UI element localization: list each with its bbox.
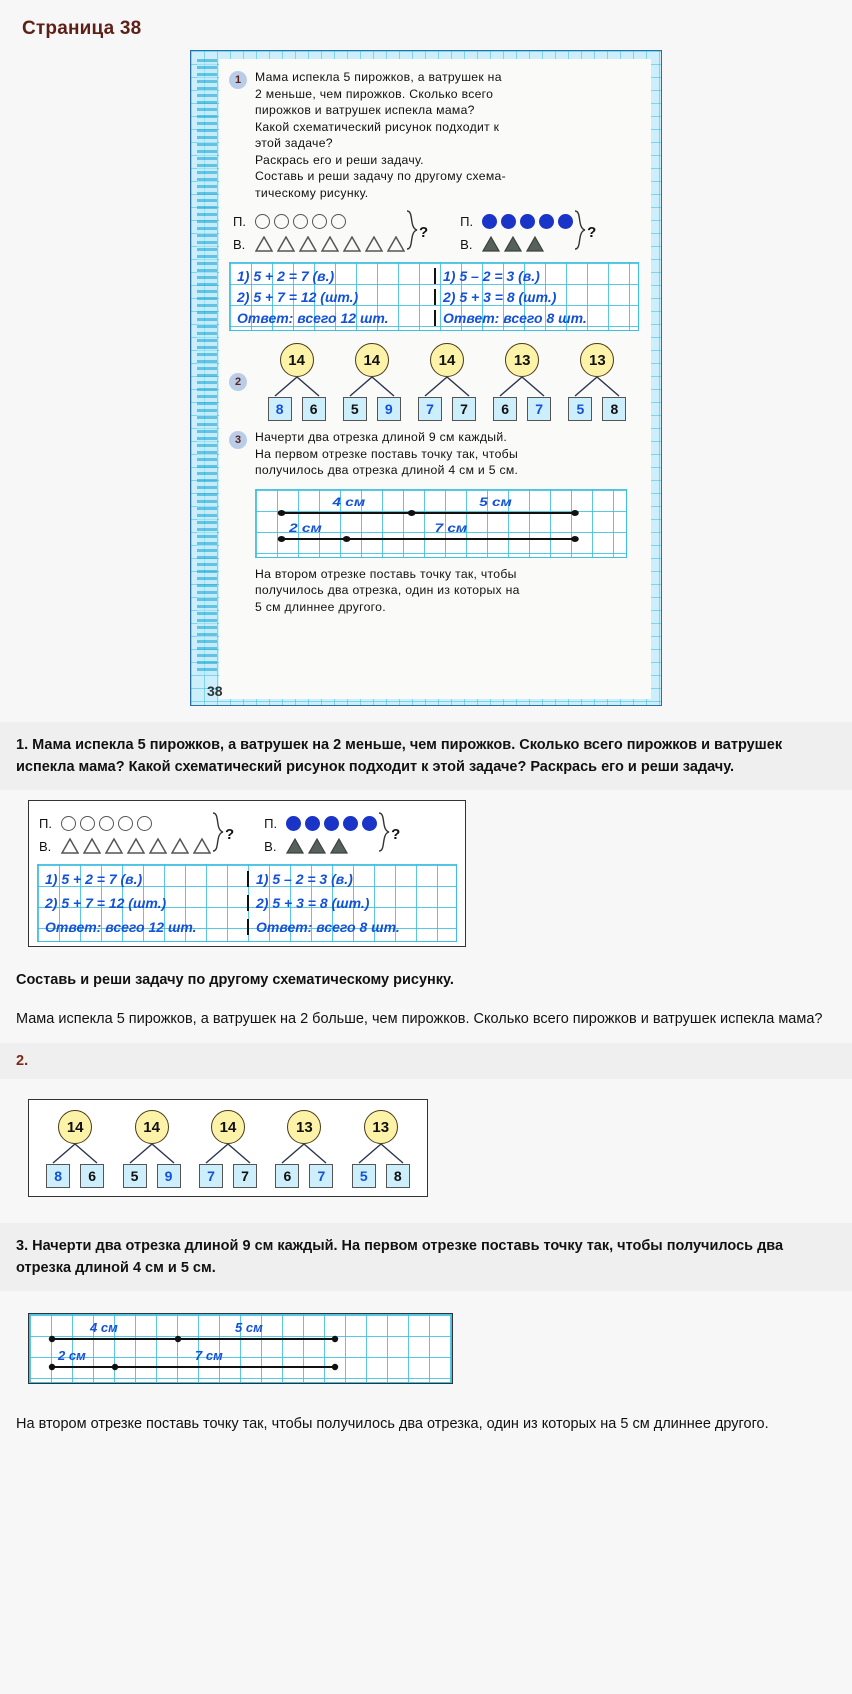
circle-filled-icon [305, 816, 320, 831]
solution-right-step-2: 2) 5 + 3 = 8 (шт.) [434, 289, 638, 305]
page-spine-texture [197, 59, 217, 675]
circle-filled-icon [324, 816, 339, 831]
tree-branch-lines [490, 377, 554, 397]
tree-branch-lines [415, 377, 479, 397]
solution-right-answer-web: Ответ: всего 8 шт. [247, 919, 456, 935]
triangle-outline-icon [299, 236, 317, 252]
solution-card-wrap [0, 790, 852, 957]
scheme-left-row-vatrushki [233, 234, 405, 254]
scheme-right-question: ? [587, 224, 597, 241]
scan-page-number: 38 [207, 683, 223, 699]
question-3-band: 3. Начерти два отрезка длиной 9 см каждый. На первом отрезке поставь точку так, чтобы получилось два отрезка длиной 4 см и 5 см. [0, 1223, 852, 1291]
circle-outline-icon [137, 816, 152, 831]
scheme-right-triangles [482, 236, 544, 252]
segments-card-wrap [0, 1291, 852, 1394]
scheme-left-circles [255, 214, 346, 229]
scheme-right-row-vatrushki-web [264, 836, 377, 856]
tree-branch-lines [196, 1144, 260, 1164]
scheme-right-row-vatrushki [460, 234, 573, 254]
solution-grid-web [37, 864, 457, 942]
exercise-3-text [255, 429, 639, 479]
triangle-outline-icon [365, 236, 383, 252]
scheme-right-question-web: ? [391, 826, 401, 843]
scheme-right-label-v-web: В. [264, 838, 277, 854]
exercise-3-tail [229, 566, 639, 616]
tree-part-left: 6 [275, 1164, 299, 1188]
tree-part-left: 8 [268, 397, 292, 421]
circle-outline-icon [312, 214, 327, 229]
solution-left-answer: Ответ: всего 12 шт. [237, 309, 389, 326]
circle-filled-icon [539, 214, 554, 229]
solution-right-answer: Ответ: всего 8 шт. [434, 310, 638, 326]
scheme-left-row-pirozhki [233, 211, 405, 231]
segments-svg-web [30, 1315, 453, 1377]
circle-outline-icon [293, 214, 308, 229]
tree-parts [352, 1164, 410, 1188]
ex3-tail-1: получилось два отрезка, один из которых на [255, 583, 520, 597]
svg-text:7 см: 7 см [195, 1348, 223, 1363]
triangle-outline-icon [149, 838, 167, 854]
solution-right-step-1-web: 1) 5 – 2 = 3 (в.) [247, 871, 456, 887]
tree-total-bubble: 13 [287, 1110, 321, 1144]
solution-left-step-1-web: 1) 5 + 2 = 7 (в.) [45, 871, 143, 887]
ex3-tail-0: На втором отрезке поставь точку так, чтобы [255, 566, 517, 581]
circle-filled-icon [343, 816, 358, 831]
scheme-left-triangles-web [61, 838, 211, 854]
brace-left-icon [211, 811, 225, 858]
solution-left-answer-web: Ответ: всего 12 шт. [45, 919, 197, 935]
triangle-outline-icon [105, 838, 123, 854]
exercise-2-trees-scan [255, 339, 639, 423]
svg-text:4 см: 4 см [332, 495, 366, 509]
number-tree [38, 1110, 112, 1188]
ex1-line-0: Мама испекла 5 пирожков, а ватрушек на [255, 70, 502, 84]
subtask-1-prompt: Составь и реши задачу по другому схематическому рисунку. [0, 957, 852, 995]
triangle-filled-icon [330, 838, 348, 854]
number-tree [115, 1110, 189, 1188]
ex1-line-7: тическому рисунку. [255, 185, 369, 200]
triangle-filled-icon [504, 236, 522, 252]
schematic-drawings-web [39, 811, 457, 858]
tree-part-right: 6 [302, 397, 326, 421]
ex3-line-0: Начерти два отрезка длиной 9 см каждый. [255, 430, 508, 444]
solution-right-step-2-web: 2) 5 + 3 = 8 (шт.) [247, 895, 456, 911]
triangle-filled-icon [286, 838, 304, 854]
circle-filled-icon [362, 816, 377, 831]
circle-outline-icon [255, 214, 270, 229]
triangle-filled-icon [482, 236, 500, 252]
tree-total-bubble: 14 [58, 1110, 92, 1144]
circle-filled-icon [558, 214, 573, 229]
number-tree [485, 343, 559, 421]
tree-total-bubble: 13 [364, 1110, 398, 1144]
tree-part-left: 7 [199, 1164, 223, 1188]
exercise-number-badge-2: 2 [229, 373, 247, 391]
tree-branch-lines [120, 1144, 184, 1164]
ex1-line-5: Раскрась его и реши задачу. [255, 152, 424, 167]
circle-outline-icon [331, 214, 346, 229]
svg-text:5 см: 5 см [235, 1320, 263, 1335]
tree-total-bubble: 14 [430, 343, 464, 377]
brace-right-icon [377, 811, 391, 858]
tree-total-bubble: 13 [505, 343, 539, 377]
exercise-number-badge-1: 1 [229, 71, 247, 89]
tree-parts [199, 1164, 257, 1188]
svg-text:4 см: 4 см [90, 1320, 118, 1335]
tree-part-right: 7 [527, 397, 551, 421]
tree-part-left: 5 [352, 1164, 376, 1188]
solution-left-step-2: 2) 5 + 7 = 12 (шт.) [237, 288, 359, 305]
circle-outline-icon [118, 816, 133, 831]
tree-part-left: 5 [123, 1164, 147, 1188]
tree-total-bubble: 13 [580, 343, 614, 377]
exercise-1 [229, 69, 639, 201]
trees-card [28, 1099, 428, 1197]
triangle-outline-icon [127, 838, 145, 854]
triangle-outline-icon [83, 838, 101, 854]
tree-parts [268, 397, 326, 421]
scheme-left-row-pirozhki-web [39, 813, 211, 833]
solution-left-step-1: 1) 5 + 2 = 7 (в.) [237, 267, 335, 284]
svg-text:7 см: 7 см [434, 521, 468, 535]
scheme-left [233, 209, 428, 256]
tree-branch-lines [349, 1144, 413, 1164]
scheme-left-web [39, 811, 234, 858]
number-tree [335, 343, 409, 421]
scheme-left-row-vatrushki-web [39, 836, 211, 856]
tree-part-left: 6 [493, 397, 517, 421]
scanned-textbook-page [190, 50, 662, 706]
triangle-outline-icon [321, 236, 339, 252]
tree-part-left: 8 [46, 1164, 70, 1188]
circle-outline-icon [274, 214, 289, 229]
scheme-left-triangles [255, 236, 405, 252]
ex1-line-4: этой задаче? [255, 136, 333, 150]
tree-parts [275, 1164, 333, 1188]
circle-filled-icon [482, 214, 497, 229]
scheme-right-label-p: П. [460, 213, 474, 229]
tree-parts [123, 1164, 181, 1188]
circle-outline-icon [61, 816, 76, 831]
scheme-right-circles-web [286, 816, 377, 831]
tree-part-right: 6 [80, 1164, 104, 1188]
tree-part-right: 7 [452, 397, 476, 421]
tree-part-right: 7 [309, 1164, 333, 1188]
scheme-left-question-web: ? [225, 826, 235, 843]
question-1-text: 1. Мама испекла 5 пирожков, а ватрушек на 2 меньше, чем пирожков. Сколько всего пирожков и ватрушек испекла мама? Какой схематический рисунок подходит к этой задаче? Раскрась его и реши задачу. [16, 737, 783, 775]
tail-text: На втором отрезке поставь точку так, чтобы получилось два отрезка, один из которых на 5 см длиннее другого. [0, 1394, 852, 1448]
triangle-outline-icon [61, 838, 79, 854]
triangle-outline-icon [193, 838, 211, 854]
number-tree-row-web [33, 1106, 423, 1190]
answer-1-text: Мама испекла 5 пирожков, а ватрушек на 2 больше, чем пирожков. Сколько всего пирожков и ватрушек испекла мама? [0, 995, 852, 1043]
svg-text:5 см: 5 см [479, 495, 512, 509]
exercise-3-tail-text [255, 566, 639, 616]
solution-grid-scan [229, 262, 639, 331]
segments-diagram-web [29, 1314, 452, 1383]
tree-parts [46, 1164, 104, 1188]
tree-part-right: 9 [377, 397, 401, 421]
brace-left-icon [405, 209, 419, 256]
tree-total-bubble: 14 [135, 1110, 169, 1144]
tree-parts [493, 397, 551, 421]
tree-part-left: 7 [418, 397, 442, 421]
tree-part-right: 8 [602, 397, 626, 421]
triangle-outline-icon [171, 838, 189, 854]
exercise-2 [229, 339, 639, 423]
triangle-outline-icon [277, 236, 295, 252]
scheme-left-question: ? [419, 224, 429, 241]
number-tree [560, 343, 634, 421]
exercise-number-badge-3: 3 [229, 431, 247, 449]
scheme-left-circles-web [61, 816, 152, 831]
question-2-band: 2. [0, 1043, 852, 1079]
tree-branch-lines [265, 377, 329, 397]
tree-branch-lines [340, 377, 404, 397]
question-1-band [0, 722, 852, 790]
tree-parts [568, 397, 626, 421]
segments-svg [256, 490, 626, 552]
number-tree [260, 343, 334, 421]
circle-outline-icon [80, 816, 95, 831]
svg-text:2 см: 2 см [289, 521, 322, 535]
segments-card [28, 1313, 453, 1384]
scheme-right [460, 209, 596, 256]
brace-right-icon [573, 209, 587, 256]
ex1-line-1: 2 меньше, чем пирожков. Сколько всего [255, 86, 494, 101]
trees-card-wrap [0, 1079, 852, 1207]
ex1-line-2: пирожков и ватрушек испекла мама? [255, 103, 475, 117]
exercise-3 [229, 429, 639, 479]
triangle-outline-icon [387, 236, 405, 252]
scheme-right-web [264, 811, 400, 858]
tree-total-bubble: 14 [355, 343, 389, 377]
segments-diagram-scan [255, 489, 627, 558]
ex1-line-6: Составь и реши задачу по другому схема- [255, 169, 506, 183]
number-tree [191, 1110, 265, 1188]
ex3-tail-2: 5 см длиннее другого. [255, 599, 386, 614]
triangle-filled-icon [308, 838, 326, 854]
ex3-line-2: получилось два отрезка длиной 4 см и 5 см. [255, 463, 519, 477]
tree-total-bubble: 14 [280, 343, 314, 377]
scheme-right-row-pirozhki [460, 211, 573, 231]
tree-branch-lines [565, 377, 629, 397]
number-tree [267, 1110, 341, 1188]
circle-filled-icon [501, 214, 516, 229]
number-tree-row [255, 339, 639, 423]
triangle-filled-icon [526, 236, 544, 252]
number-tree [410, 343, 484, 421]
tree-branch-lines [43, 1144, 107, 1164]
scheme-right-row-pirozhki-web [264, 813, 377, 833]
tree-branch-lines [272, 1144, 336, 1164]
solution-card [28, 800, 466, 947]
solution-right-step-1: 1) 5 – 2 = 3 (в.) [434, 268, 638, 284]
tree-total-bubble: 14 [211, 1110, 245, 1144]
schematic-drawings [233, 209, 639, 256]
scheme-right-circles [482, 214, 573, 229]
tree-part-left: 5 [568, 397, 592, 421]
scheme-left-label-v-web: В. [39, 838, 52, 854]
tree-parts [343, 397, 401, 421]
ex3-line-1: На первом отрезке поставь точку так, чтобы [255, 446, 519, 461]
number-tree [344, 1110, 418, 1188]
circle-filled-icon [286, 816, 301, 831]
scheme-left-label-p: П. [233, 213, 246, 229]
scheme-left-label-p-web: П. [39, 815, 52, 831]
circle-filled-icon [520, 214, 535, 229]
scheme-right-label-p-web: П. [264, 815, 278, 831]
tree-part-left: 5 [343, 397, 367, 421]
tree-part-right: 9 [157, 1164, 181, 1188]
solution-left-step-2-web: 2) 5 + 7 = 12 (шт.) [45, 895, 167, 911]
tree-part-right: 7 [233, 1164, 257, 1188]
circle-outline-icon [99, 816, 114, 831]
svg-text:2 см: 2 см [58, 1348, 86, 1363]
scheme-left-label-v: В. [233, 236, 246, 252]
triangle-outline-icon [343, 236, 361, 252]
tree-part-right: 8 [386, 1164, 410, 1188]
scheme-right-triangles-web [286, 838, 348, 854]
exercise-1-text [255, 69, 639, 201]
page-title: Страница 38 [22, 18, 142, 39]
triangle-outline-icon [255, 236, 273, 252]
tree-parts [418, 397, 476, 421]
ex1-line-3: Какой схематический рисунок подходит к [255, 119, 500, 134]
scheme-right-label-v: В. [460, 236, 473, 252]
scan-container [0, 50, 852, 706]
scan-content [219, 59, 651, 699]
